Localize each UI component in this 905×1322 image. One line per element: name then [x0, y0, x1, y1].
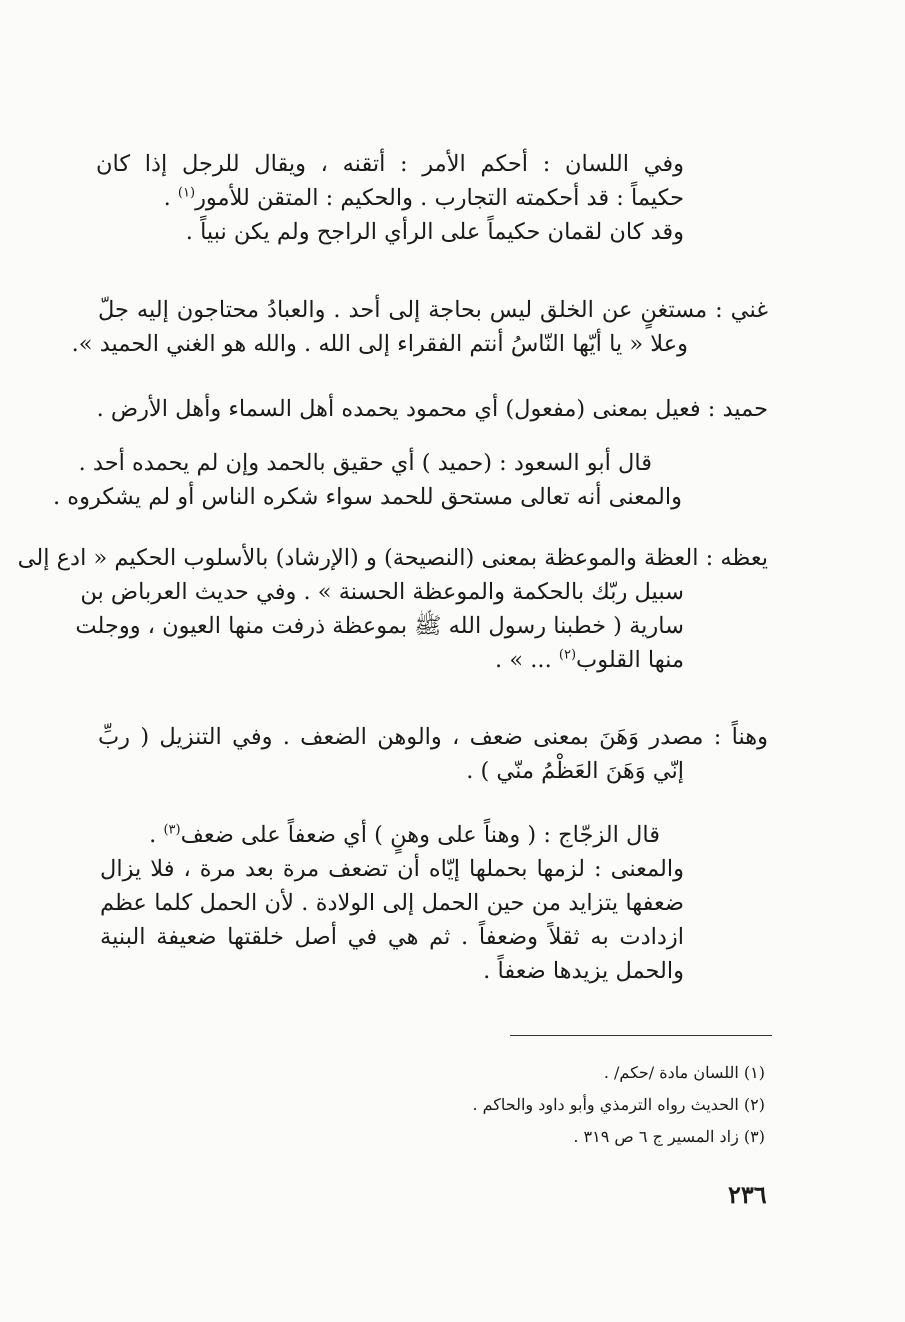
- text-line: والمعنى : لزمها بحملها إيّاه أن تضعف مرة بعد مرة ، فلا يزال: [100, 856, 684, 882]
- entry-hamid: [96, 392, 768, 426]
- text-line: وقد كان لقمان حكيماً على الرأي الراجح ولم يكن نبياً .: [185, 219, 684, 245]
- entry-zajjaj: [100, 818, 684, 988]
- text-line: والمعنى أنه تعالى مستحق للحمد سواء شكره الناس أو لم يشكروه .: [53, 484, 682, 510]
- footnote: (٢) الحديث رواه الترمذي وأبو داود والحاكم .: [472, 1095, 765, 1114]
- footnote-ref: (٢): [558, 647, 577, 663]
- text-line: إنّي وَهَنَ العَظْمُ منّي ) .: [466, 758, 684, 784]
- text-line: وفي اللسان : أحكم الأمر : أتقنه ، ويقال للرجل إذا كان: [96, 151, 684, 177]
- text-line: وعلا « يا أيّها النّاسُ أنتم الفقراء إلى الله . والله هو الغني الحميد ».: [71, 331, 688, 357]
- entry-yaizuh: [17, 541, 768, 677]
- text-line: قال أبو السعود : (حميد ) أي حقيق بالحمد وإن لم يحمده أحد .: [78, 450, 652, 476]
- text-line: حكيماً : قد أحكمته التجارب . والحكيم : المتقن للأمور$^{(١)}$ .: [163, 185, 684, 211]
- entry-lisan: [96, 147, 684, 249]
- text-line: ضعفها يتزايد من حين الحمل إلى الولادة . لأن الحمل كلما عظم: [100, 890, 684, 916]
- entry-abu-al-suud: [53, 446, 682, 514]
- entry-wahnan: [98, 720, 768, 788]
- text-line-content: ... » .: [495, 647, 552, 673]
- text-line: غني : مستغنٍ عن الخلق ليس بحاجة إلى أحد . والعبادُ محتاجون إليه جلّ: [98, 297, 768, 323]
- text-line: حميد : فعيل بمعنى (مفعول) أي محمود يحمده أهل السماء وأهل الأرض .: [96, 396, 768, 422]
- page-number: ٢٣٦: [728, 1180, 767, 1209]
- footnote: (٣) زاد المسير ج ٦ ص ٣١٩ .: [573, 1127, 765, 1146]
- entry-ghani: [71, 293, 768, 361]
- footnote-ref: (١): [177, 185, 196, 201]
- text-line: [96, 643, 768, 677]
- footnote: (١) اللسان مادة /حكم/ .: [603, 1063, 765, 1082]
- text-line-content: قال الزجّاج : ( وهناً على وهنٍ ) أي ضعفاً على ضعف: [180, 822, 660, 848]
- text-line: والحمل يزيدها ضعفاً .: [483, 958, 684, 984]
- text-line: وهناً : مصدر وَهَنَ بمعنى ضعف ، والوهن الضعف . وفي التنزيل ( ربِّ: [98, 724, 768, 750]
- footnotes: [200, 1057, 765, 1153]
- footnote-divider: [510, 1035, 772, 1036]
- footnote-ref: (٣): [163, 822, 181, 838]
- text-line: سبيل ربّك بالحكمة والموعظة الحسنة » . وفي حديث العرباض بن: [80, 579, 684, 605]
- text-line: سارية ( خطبنا رسول الله ﷺ بموعظة ذرفت منها العيون ، ووجلت: [75, 613, 684, 639]
- text-line-content: حكيماً : قد أحكمته التجارب . والحكيم : المتقن للأمور: [195, 185, 684, 211]
- text-line: يعظه : العظة والموعظة بمعنى (النصيحة) و (الإرشاد) بالأسلوب الحكيم « ادع إلى: [17, 545, 768, 571]
- text-line: قال الزجّاج : ( وهناً على وهنٍ ) أي ضعفاً على ضعف$^{(٣)}$ .: [100, 818, 684, 852]
- text-line-content: منها القلوب: [576, 647, 684, 673]
- text-line: ازدادت به ثقلاً وضعفاً . ثم هي في أصل خلقتها ضعيفة البنية: [100, 924, 684, 950]
